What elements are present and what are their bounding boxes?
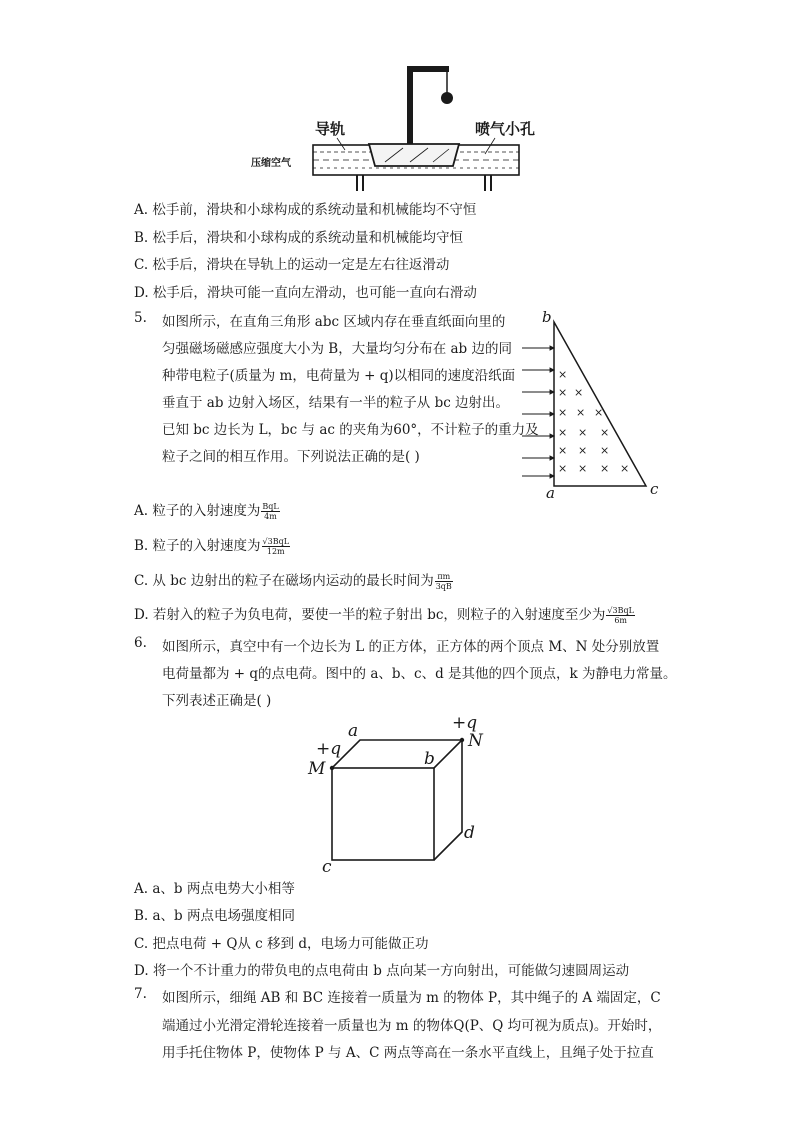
q4-option-c: C. 松手后，滑块在导轨上的运动一定是左右往返滑动 xyxy=(134,257,450,273)
q4-option-b: B. 松手后，滑块和小球构成的系统动量和机械能均守恒 xyxy=(134,230,464,246)
q6-line: 如图所示，真空中有一个边长为 L 的正方体，正方体的两个顶点 M、N 处分别放置 xyxy=(162,639,660,655)
vertex-n-label: N xyxy=(468,731,483,751)
q7-line: 用手托住物体 P，使物体 P 与 A、C 两点等高在一条水平直线上，且绳子处于拉直 xyxy=(162,1045,654,1061)
field-cross: × xyxy=(558,386,568,399)
charge-m-label: +q xyxy=(316,739,342,759)
vertex-a-label: a xyxy=(348,721,359,741)
vertex-m-label: M xyxy=(308,759,326,779)
field-cross: × xyxy=(600,426,610,439)
triangle-field-figure xyxy=(516,306,666,500)
field-cross: × xyxy=(578,444,588,457)
field-cross: × xyxy=(578,426,588,439)
q5-line: 种带电粒子(质量为 m，电荷量为 + q)以相同的速度沿纸面 xyxy=(162,368,516,384)
q5-line: 粒子之间的相互作用。下列说法正确的是( ) xyxy=(162,449,420,465)
vertex-d-label: d xyxy=(464,823,475,843)
q5-option-a: A. 粒子的入射速度为 $\frac{\text{BqL}}{4m}$ xyxy=(134,502,279,521)
q6-number: 6. xyxy=(134,635,147,651)
field-cross: × xyxy=(600,444,610,457)
field-cross: × xyxy=(558,426,568,439)
q5-line: 垂直于 ab 边射入场区，结果有一半的粒子从 bc 边射出。 xyxy=(162,395,510,411)
air-label: 压缩空气 xyxy=(251,158,291,169)
vertex-b-label: b xyxy=(424,749,435,769)
fraction: $\frac{\text{√3BqL}}{12m}$ xyxy=(262,537,290,556)
field-cross: × xyxy=(578,462,588,475)
q6-line: 下列表述正确是( ) xyxy=(162,693,272,709)
q6-option-d: D. 将一个不计重力的带负电的点电荷由 b 点向某一方向射出，可能做匀速圆周运动 xyxy=(134,963,630,979)
q6-option-a: A. a、b 两点电势大小相等 xyxy=(134,881,295,897)
field-cross: × xyxy=(558,406,568,419)
field-cross: × xyxy=(558,462,568,475)
field-cross: × xyxy=(558,368,568,381)
air-track-figure xyxy=(245,60,545,195)
field-cross: × xyxy=(600,462,610,475)
q7-number: 7. xyxy=(134,986,147,1002)
q5-option-c: C. 从 bc 边射出的粒子在磁场内运动的最长时间为 $\frac{\pi m}{3qB}$ xyxy=(134,572,452,591)
q5-number: 5. xyxy=(134,310,147,326)
fraction: $\frac{\pi m}{3qB}$ xyxy=(435,572,452,591)
vertex-b-label: b xyxy=(542,308,552,326)
fraction: $\frac{\text{BqL}}{4m}$ xyxy=(262,502,279,521)
cube-figure xyxy=(300,712,500,878)
q5-option-d: D. 若射入的粒子为负电荷，要使一半的粒子射出 bc，则粒子的入射速度至少为 $\frac{\text{√3BqL}}{6m}$ xyxy=(134,606,634,625)
q5-line: 已知 bc 边长为 L，bc 与 ac 的夹角为60°，不计粒子的重力及 xyxy=(162,422,539,438)
vertex-c-label: c xyxy=(650,480,659,498)
q6-option-c: C. 把点电荷 + Q从 c 移到 d，电场力可能做正功 xyxy=(134,936,429,952)
q5-option-b: B. 粒子的入射速度为 $\frac{\text{√3BqL}}{12m}$ xyxy=(134,537,290,556)
vertex-c-label: c xyxy=(322,857,332,877)
rail-label: 导轨 xyxy=(315,120,346,138)
vertex-a-label: a xyxy=(546,484,555,500)
fraction: $\frac{\text{√3BqL}}{6m}$ xyxy=(607,606,634,625)
field-cross: × xyxy=(594,406,604,419)
charge-n-label: +q xyxy=(452,713,478,733)
field-cross: × xyxy=(558,444,568,457)
q4-option-d: D. 松手后，滑块可能一直向左滑动，也可能一直向右滑动 xyxy=(134,285,477,301)
q7-line: 端通过小光滑定滑轮连接着一质量也为 m 的物体Q(P、Q 均可视为质点)。开始时， xyxy=(162,1018,662,1034)
field-cross: × xyxy=(576,406,586,419)
q7-line: 如图所示，细绳 AB 和 BC 连接着一质量为 m 的物体 P，其中绳子的 A 端固定，C xyxy=(162,990,661,1006)
q5-line: 如图所示，在直角三角形 abc 区域内存在垂直纸面向里的 xyxy=(162,314,506,330)
q6-line: 电荷量都为 + q的点电荷。图中的 a、b、c、d 是其他的四个顶点，k 为静电力常量。 xyxy=(162,666,677,682)
q4-option-a: A. 松手前，滑块和小球构成的系统动量和机械能均不守恒 xyxy=(134,202,477,218)
q6-option-b: B. a、b 两点电场强度相同 xyxy=(134,908,295,924)
hole-label: 喷气小孔 xyxy=(475,120,536,138)
q5-line: 匀强磁场磁感应强度大小为 B，大量均匀分布在 ab 边的同 xyxy=(162,341,512,357)
field-cross: × xyxy=(574,386,584,399)
field-cross: × xyxy=(620,462,630,475)
